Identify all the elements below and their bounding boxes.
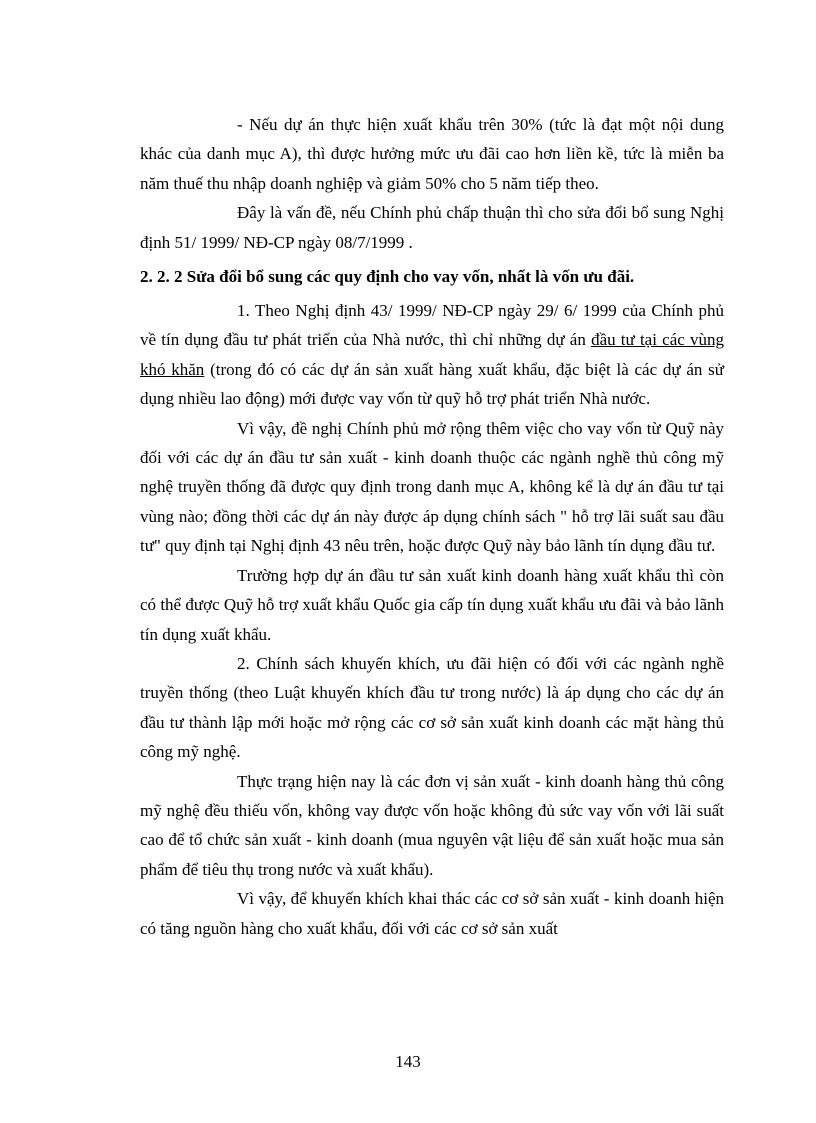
paragraph-encourage: Vì vậy, để khuyến khích khai thác các cơ sở sản xuất - kinh doanh hiện có tăng nguồn hàng cho xuất khẩu, đối với các cơ sở sản xuất	[140, 889, 724, 938]
paragraph-policy-2: 2. Chính sách khuyến khích, ưu đãi hiện có đối với các ngành nghề truyền thống (theo Luật khuyến khích đầu tư trong nước) là áp dụng cho các dự án đầu tư thành lập mới hoặc mở rộng các cơ sở sản xuất kinh doanh các mặt hàng thủ công mỹ nghệ.	[140, 653, 724, 762]
paragraph-decree-43	[140, 296, 724, 414]
paragraph-export-fund: Trường hợp dự án đầu tư sản xuất kinh doanh hàng xuất khẩu thì còn có thể được Quỹ hỗ trợ xuất khẩu Quốc gia cấp tín dụng xuất khẩu ưu đãi và bảo lãnh tín dụng xuất khẩu.	[140, 565, 724, 644]
paragraph-current-situation: Thực trạng hiện nay là các đơn vị sản xuất - kinh doanh hàng thủ công mỹ nghệ đều thiếu vốn, không vay được vốn hoặc không đủ sức vay vốn với lãi suất cao để tổ chức sản xuất - kinh doanh (mua nguyên vật liệu để sản xuất hoặc mua sản phẩm để tiêu thụ trong nước và xuất khẩu).	[140, 771, 724, 879]
paragraph-decree-amendment: Đây là vấn đề, nếu Chính phủ chấp thuận thì cho sửa đổi bổ sung Nghị định 51/ 1999/ NĐ-CP ngày 08/7/1999 .	[140, 203, 724, 252]
underlined-phrase: đầu tư tại các vùng khó khăn	[140, 330, 724, 379]
paragraph-decree-43-part2: (trong đó có các dự án sản xuất hàng xuất khẩu, đặc biệt là các dự án sử dụng nhiều lao động) mới được vay vốn từ quỹ hỗ trợ phát triển Nhà nước.	[140, 359, 725, 409]
paragraph-decree-43-part1: 1. Theo Nghị định 43/ 1999/ NĐ-CP ngày 29/ 6/ 1999 của Chính phủ về tín dụng đầu tư phát triển của Nhà nước, thì chỉ những dự án	[140, 301, 724, 350]
paragraph-proposal: Vì vậy, đề nghị Chính phủ mở rộng thêm việc cho vay vốn từ Quỹ này đối với các dự án đầu tư sản xuất - kinh doanh thuộc các ngành nghề thủ công mỹ nghệ truyền thống đã được quy định trong danh mục A, không kể là dự án đầu tư tại vùng nào; đồng thời các dự án này được áp dụng chính sách " hỗ trợ lãi suất sau đầu tư" quy định tại Nghị định 43 nêu trên, hoặc được Quỹ này bảo lãnh tín dụng đầu tư.	[140, 418, 724, 556]
page-number: 143	[395, 1052, 421, 1071]
document-body	[140, 110, 724, 943]
paragraph-export-incentive: - Nếu dự án thực hiện xuất khẩu trên 30% (tức là đạt một nội dung khác của danh mục A), thì được hưởng mức ưu đãi cao hơn liền kề, tức là miễn ba năm thuế thu nhập doanh nghiệp và giảm 50% cho 5 năm tiếp theo.	[140, 115, 724, 193]
section-heading: 2. 2. 2 Sửa đổi bổ sung các quy định cho vay vốn, nhất là vốn ưu đãi.	[140, 267, 635, 287]
